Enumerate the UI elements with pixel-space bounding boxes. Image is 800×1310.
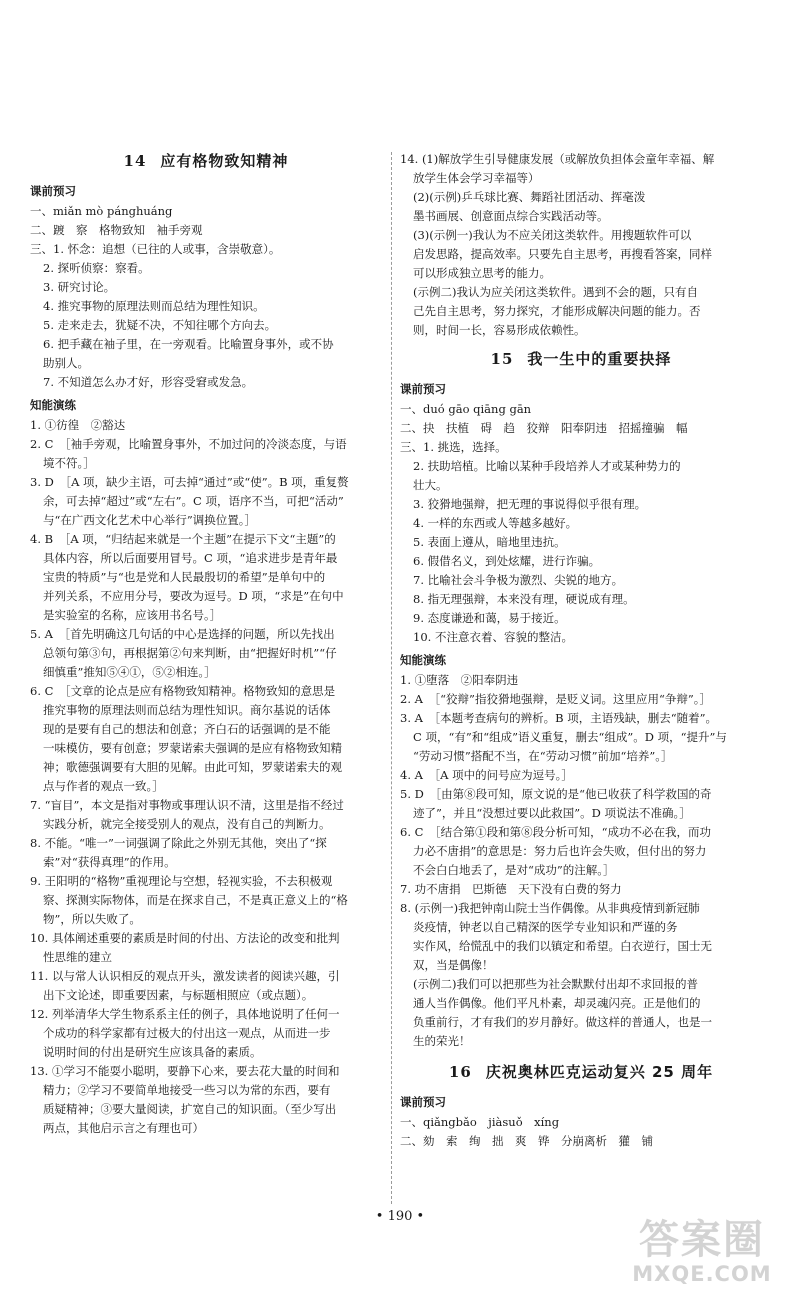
answer-line: 14. (1)解放学生引导健康发展（或解放负担体会童年幸福、解 xyxy=(400,152,715,166)
answer-line: 神；歌德强调要有大胆的见解。由此可知，罗蒙诺索夫的观 xyxy=(43,760,342,774)
answer-line: C 项，“有”和“组成”语义重复，删去“组成”。D 项，“提升”与 xyxy=(413,730,727,744)
answer-line: (示例二)我认为应关闭这类软件。遇到不会的题，只有自 xyxy=(413,285,698,299)
answer-line: 说明时间的付出是研究生应该具备的素质。 xyxy=(43,1045,262,1059)
answer-line: 己先自主思考，努力探究，才能形成解决问题的能力。否 xyxy=(413,304,701,318)
answer-line: 个成功的科学家都有过极大的付出这一观点，从而进一步 xyxy=(43,1026,331,1040)
answer-line: 5. A ［首先明确这几句话的中心是选择的问题，所以先找出 xyxy=(30,627,335,641)
lesson-title-text: 我一生中的重要抉择 xyxy=(527,350,672,368)
lesson-title-text: 庆祝奥林匹克运动复兴 25 周年 xyxy=(485,1063,714,1081)
column-divider xyxy=(391,152,392,1204)
answer-line: 不会白白地丢了，是对“成功”的注解。］ xyxy=(413,863,615,877)
answer-line: 壮大。 xyxy=(413,478,448,492)
section-heading: 知能演练 xyxy=(30,398,76,412)
answer-line: 9. 态度谦逊和蔼，易于接近。 xyxy=(413,611,566,625)
answer-line: 通人当作偶像。他们平凡朴素，却灵魂闪亮。正是他们的 xyxy=(413,996,701,1010)
answer-line: 实践分析，就完全接受别人的观点，没有自己的判断力。 xyxy=(43,817,331,831)
answer-line: 1. ①堕落 ②阳奉阴违 xyxy=(400,673,519,687)
answer-line: 9. 王阳明的“格物”重视理论与空想，轻视实验，不去积极观 xyxy=(30,874,333,888)
answer-line: 3. D ［A 项，缺少主语，可去掉“通过”或“使”。B 项，重复赘 xyxy=(30,475,349,489)
answer-line: “劳动习惯”搭配不当，在“劳动习惯”前加“培养”。］ xyxy=(413,749,673,763)
answer-line: (3)(示例一)我认为不应关闭这类软件。用搜题软件可以 xyxy=(413,228,692,242)
answer-line: 10. 不注意衣着、容貌的整洁。 xyxy=(413,630,573,644)
answer-line: 一、miǎn mò pánghuáng xyxy=(30,204,173,218)
answer-line: 墨书画展、创意面点综合实践活动等。 xyxy=(413,209,609,223)
section-heading: 知能演练 xyxy=(400,653,446,667)
answer-line: 2. 扶助培植。比喻以某种手段培养人才或某种势力的 xyxy=(413,459,681,473)
answer-line: 三、1. 怀念：追想（已往的人或事，含崇敬意）。 xyxy=(30,242,281,256)
answer-line: 一、duó gāo qiāng gān xyxy=(400,402,532,416)
answer-line: 索”对“获得真理”的作用。 xyxy=(43,855,176,869)
watermark-url: MXQE.COM xyxy=(632,1262,772,1286)
answer-line: 具体内容，所以后面要用冒号。C 项，“追求进步是青年最 xyxy=(43,551,338,565)
answer-line: 7. 比喻社会斗争极为激烈、尖锐的地方。 xyxy=(413,573,624,587)
answer-line: 6. C ［结合第①段和第⑧段分析可知，“成功不必在我，而功 xyxy=(400,825,712,839)
answer-line: 可以形成独立思考的能力。 xyxy=(413,266,551,280)
answer-line: 并列关系，不应用分号，要改为逗号。D 项，“求是”在句中 xyxy=(43,589,344,603)
section-heading: 课前预习 xyxy=(30,184,76,198)
lesson-16-body xyxy=(400,1093,762,1151)
answer-line: 生的荣光！ xyxy=(413,1034,471,1048)
answer-line: 是实验室的名称，应该用书名号。］ xyxy=(43,608,222,622)
lesson-title-text: 应有格物致知精神 xyxy=(160,152,289,170)
answer-line: 余，可去掉“超过”或“左右”。C 项，语序不当，可把“活动” xyxy=(43,494,344,508)
lesson-number: 15 xyxy=(490,350,514,368)
answer-line: 4. B ［A 项，“归结起来就是一个主题”在提示下文“主题”的 xyxy=(30,532,336,546)
answer-line: 负重前行，才有我们的岁月静好。做这样的普通人，也是一 xyxy=(413,1015,712,1029)
answer-line: (示例二)我们可以把那些为社会默默付出却不求回报的普 xyxy=(413,977,698,991)
answer-line: 4. 一样的东西或人等越多越好。 xyxy=(413,516,578,530)
answer-line: 物”，所以失败了。 xyxy=(43,912,141,926)
answer-line: 7. 功不唐捐 巴斯德 天下没有白费的努力 xyxy=(400,882,622,896)
answer-line: 迹了”，并且“没想过要以此救国”。D 项说法不准确。］ xyxy=(413,806,691,820)
answer-line: 二、抉 扶植 碍 趋 狡辩 阳奉阴违 招摇撞骗 幅 xyxy=(400,421,688,435)
answer-line: 一味模仿，要有创意；罗蒙诺索夫强调的是应有格物致知精 xyxy=(43,741,342,755)
answer-line: 炎疫情，钟老以自己精深的医学专业知识和严谨的务 xyxy=(413,920,678,934)
lesson-16-title xyxy=(400,1061,762,1083)
answer-line: 助别人。 xyxy=(43,356,89,370)
answer-line: 11. 以与常人认识相反的观点开头，激发读者的阅读兴趣，引 xyxy=(30,969,340,983)
lesson-15-title xyxy=(400,348,762,370)
answer-line: 8. 指无理强辩，本来没有理，硬说成有理。 xyxy=(413,592,635,606)
answer-line: 4. 推究事物的原理法则而总结为理性知识。 xyxy=(43,299,265,313)
answer-line: 12. 列举清华大学生物系系主任的例子，具体地说明了任何一 xyxy=(30,1007,340,1021)
answer-line: 细慎重”推知⑤④①，⑤②相连。］ xyxy=(43,665,216,679)
answer-line: 三、1. 挑选，选择。 xyxy=(400,440,507,454)
answer-line: 宝贵的特质”与“也是党和人民最殷切的希望”是单句中的 xyxy=(43,570,326,584)
answer-line: 推究事物的原理法则而总结为理性知识。商尔基说的话体 xyxy=(43,703,331,717)
section-heading: 课前预习 xyxy=(400,382,446,396)
answer-line: 双，当是偶像！ xyxy=(413,958,494,972)
answer-line: (2)(示例)乒乓球比赛、舞蹈社团活动、挥毫泼 xyxy=(413,190,646,204)
lesson-14-continued xyxy=(400,150,762,340)
answer-line: 6. C ［文章的论点是应有格物致知精神。格物致知的意思是 xyxy=(30,684,336,698)
answer-line: 与“在广西文化艺术中心举行”调换位置。］ xyxy=(43,513,257,527)
lesson-14-body xyxy=(30,182,382,1138)
lesson-14-title xyxy=(30,150,382,172)
answer-line: 二、劾 索 绚 拙 爽 铧 分崩离析 獾 铺 xyxy=(400,1134,653,1148)
answer-line: 10. 具体阐述重要的素质是时间的付出、方法论的改变和批判 xyxy=(30,931,340,945)
watermark-logo xyxy=(628,1218,776,1298)
answer-line: 8. (示例一)我把钟南山院士当作偶像。从非典疫情到新冠肺 xyxy=(400,901,700,915)
answer-line: 6. 把手藏在袖子里，在一旁观看。比喻置身事外，或不协 xyxy=(43,337,334,351)
answer-line: 5. 走来走去，犹疑不决，不知往哪个方向去。 xyxy=(43,318,277,332)
answer-line: 4. A ［A 项中的问号应为逗号。］ xyxy=(400,768,573,782)
lesson-number: 16 xyxy=(448,1063,472,1081)
answer-line: 13. ①学习不能耍小聪明，要静下心来，要去花大量的时间和 xyxy=(30,1064,340,1078)
answer-line: 性思维的建立 xyxy=(43,950,112,964)
answer-line: 2. C ［袖手旁观，比喻置身事外，不加过问的冷淡态度，与语 xyxy=(30,437,347,451)
answer-line: 5. 表面上遵从，暗地里违抗。 xyxy=(413,535,566,549)
answer-line: 放学生体会学习幸福等） xyxy=(413,171,540,185)
answer-line: 质疑精神；③要大量阅读，扩宽自己的知识面。（至少写出 xyxy=(43,1102,337,1116)
left-column xyxy=(30,150,382,1138)
answer-line: 境不符。］ xyxy=(43,456,95,470)
answer-line: 总领句第③句，再根据第②句来判断，由“把握好时机”“仔 xyxy=(43,646,337,660)
answer-line: 启发思路，提高效率。只要先自主思考，再搜看答案，同样 xyxy=(413,247,712,261)
lesson-number: 14 xyxy=(123,152,147,170)
answer-line: 2. A ［“狡辩”指狡猾地强辩，是贬义词。这里应用“争辩”。］ xyxy=(400,692,711,706)
answer-line: 则，时间一长，容易形成依赖性。 xyxy=(413,323,586,337)
answer-line: 2. 探听侦察：察看。 xyxy=(43,261,150,275)
answer-line: 6. 假借名义，到处炫耀，进行诈骗。 xyxy=(413,554,601,568)
answer-line: 3. A ［本题考查病句的辨析。B 项，主语残缺，删去“随着”。 xyxy=(400,711,718,725)
answer-line: 7. “盲目”，本文是指对事物或事理认识不清，这里是指不经过 xyxy=(30,798,344,812)
page-number: • 190 • xyxy=(375,1209,425,1224)
lesson-15-body xyxy=(400,380,762,1051)
answer-line: 实作风，给慌乱中的我们以镇定和希望。白衣逆行，国士无 xyxy=(413,939,712,953)
answer-line: 察、探测实际物体，而是在探求自己，不是真正意义上的“格 xyxy=(43,893,348,907)
answer-line: 现的是要有自己的想法和创意；齐白石的话强调的是不能 xyxy=(43,722,331,736)
answer-line: 7. 不知道怎么办才好，形容受窘或发急。 xyxy=(43,375,254,389)
answer-line: 力必不唐捐”的意思是：努力后也许会失败，但付出的努力 xyxy=(413,844,707,858)
answer-line: 3. 研究讨论。 xyxy=(43,280,116,294)
right-column xyxy=(400,150,762,1151)
answer-line: 二、踱 察 格物致知 袖手旁观 xyxy=(30,223,203,237)
answer-line: 3. 狡猾地强辩，把无理的事说得似乎很有理。 xyxy=(413,497,647,511)
answer-line: 两点，其他启示言之有理也可） xyxy=(43,1121,204,1135)
section-heading: 课前预习 xyxy=(400,1095,446,1109)
answer-line: 8. 不能。“唯一”一词强调了除此之外别无其他，突出了“探 xyxy=(30,836,327,850)
answer-line: 一、qiǎngbǎo jiàsuǒ xíng xyxy=(400,1115,560,1129)
answer-line: 点与作者的观点一致。］ xyxy=(43,779,164,793)
answer-line: 出下文论述，即重要因素，与标题相照应（或点题）。 xyxy=(43,988,314,1002)
answer-line: 5. D ［由第⑧段可知，原文说的是“他已收获了科学救国的奇 xyxy=(400,787,712,801)
answer-line: 1. ①彷徨 ②豁达 xyxy=(30,418,126,432)
watermark-main: 答案圈 xyxy=(639,1217,765,1263)
answer-line: 精力；②学习不要简单地接受一些习以为常的东西，要有 xyxy=(43,1083,331,1097)
